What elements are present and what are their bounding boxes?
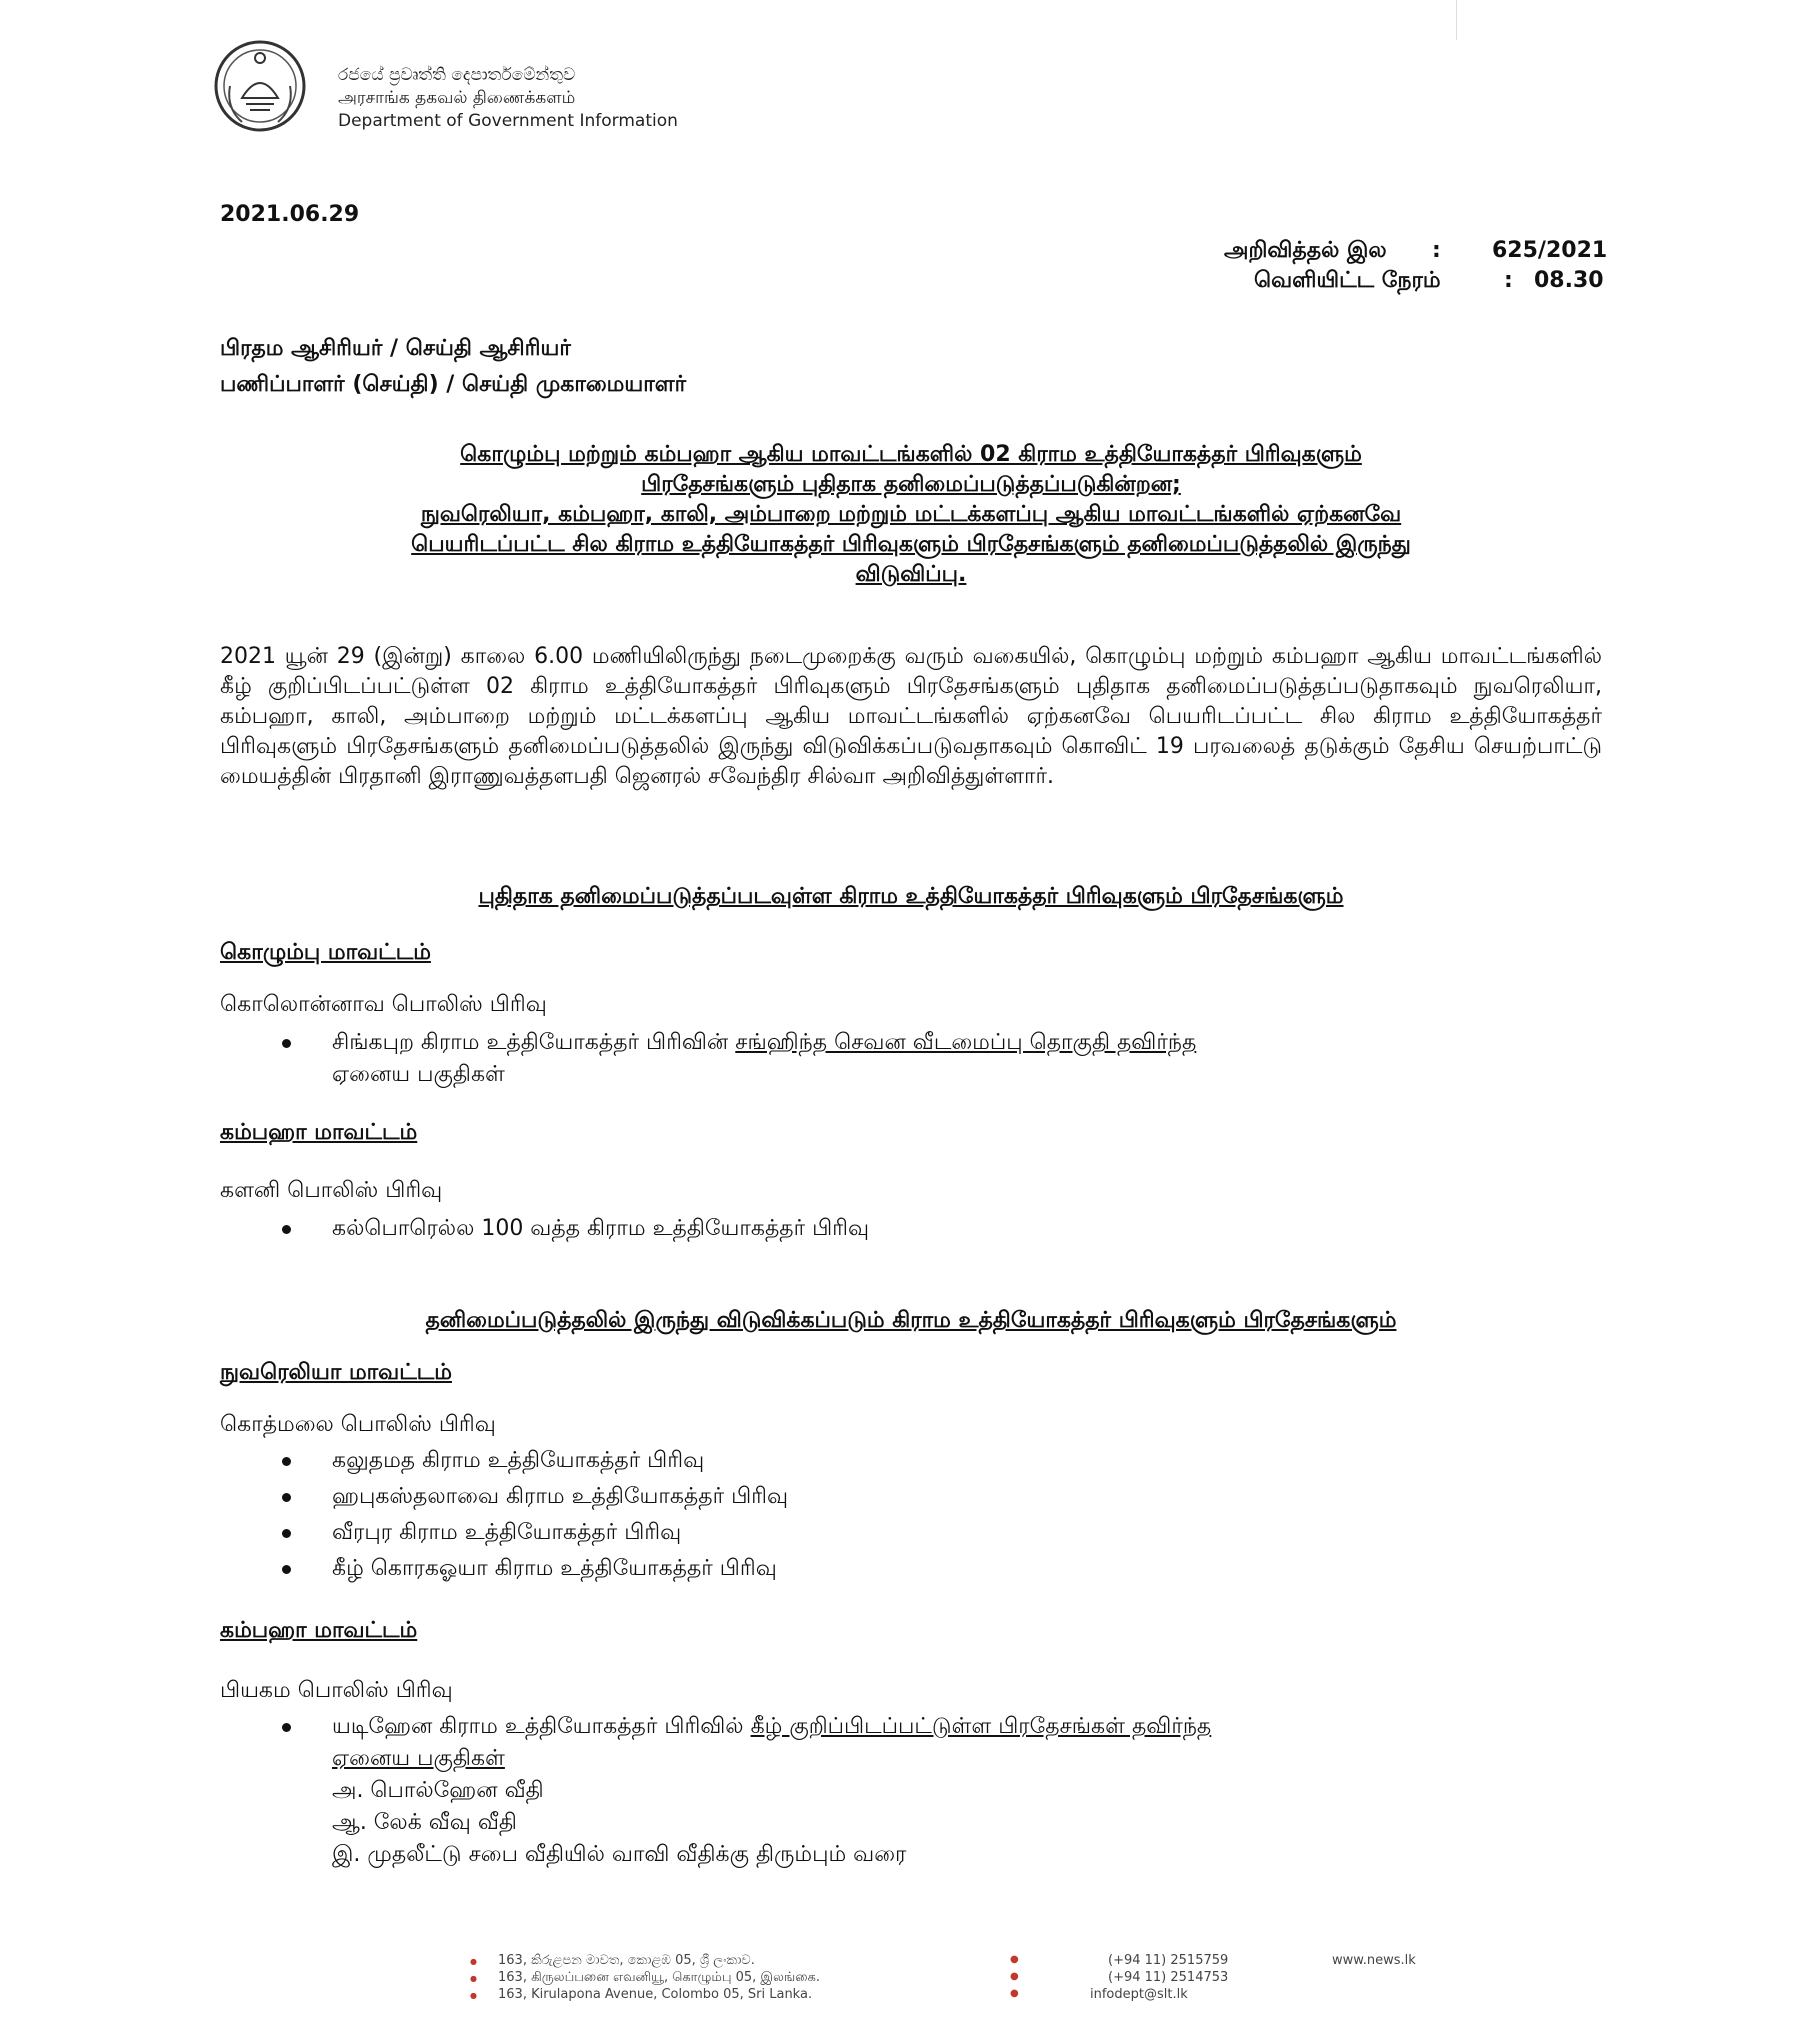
sri-lanka-emblem-icon (212, 38, 308, 134)
district-gampaha-new: கம்பஹா மாவட்டம் (220, 1120, 418, 1145)
list-item-continuation: ஏனைய பகுதிகள் (332, 1062, 505, 1087)
list-item-text (332, 1028, 1196, 1058)
email-icon: ● (1010, 1988, 1019, 1999)
release-number-value: 625/2021 (1492, 238, 1608, 263)
bullet-icon (282, 1529, 291, 1538)
addressee-line-1: பிரதம ஆசிரியர் / செய்தி ஆசிரியர் (220, 336, 571, 361)
footer-dot-2: ● (470, 1974, 477, 1983)
release-number-label: அறிவித்தல் இல (1224, 238, 1387, 263)
list-item-underlined: கீழ் குறிப்பிடப்பட்டுள்ள பிரதேசங்கள் தவிர்ந்த (750, 1714, 1212, 1739)
district-nuwaraeliya: நுவரெலியா மாவட்டம் (220, 1360, 452, 1385)
district-colombo: கொழும்பு மாவட்டம் (220, 940, 431, 965)
headline-line-2: பிரதேசங்களும் புதிதாக தனிமைப்படுத்தப்படுகின்றன; (641, 472, 1181, 497)
fax-icon: ● (1010, 1971, 1019, 1982)
footer-address-sinhala: 163, කිරුළපන මාවත, කොළඹ 05, ශ්‍රී ලංකාව. (498, 1953, 755, 1968)
section-released-heading-wrap (220, 1306, 1602, 1336)
dept-name-tamil: அரசாங்க தகவல் திணைக்களம் (338, 88, 576, 108)
footer-phone-1: (+94 11) 2515759 (1108, 1953, 1229, 1968)
release-time-sep: : (1504, 268, 1513, 293)
section-new-heading-wrap (220, 882, 1602, 912)
footer (470, 1952, 1450, 2018)
headline-line-4: பெயரிடப்பட்ட சில கிராம உத்தியோகத்தர் பிரிவுகளும் பிரதேசங்களும் தனிமைப்படுத்தலில் இருந்து (411, 532, 1411, 557)
list-item-text (332, 1712, 1211, 1742)
release-time-label: வெளியிட்ட நேரம் (1254, 268, 1441, 293)
headline-line-3: நுவரெலியா, கம்பஹா, காலி, அம்பாறை மற்றும் மட்டக்களப்பு ஆகிய மாவட்டங்களில் ஏற்கனவே (420, 502, 1402, 527)
footer-phone-2: (+94 11) 2514753 (1108, 1970, 1229, 1985)
footer-address-english: 163, Kirulapona Avenue, Colombo 05, Sri Lanka. (498, 1987, 813, 2002)
dept-name-english: Department of Government Information (338, 111, 678, 131)
section-new-heading: புதிதாக தனிமைப்படுத்தப்படவுள்ள கிராம உத்தியோகத்தர் பிரிவுகளும் பிரதேசங்களும் (478, 884, 1344, 909)
list-item-text: வீரபுர கிராம உத்தியோகத்தர் பிரிவு (332, 1520, 682, 1545)
list-item-prefix: யடிஹேன கிராம உத்தியோகத்தர் பிரிவில் (332, 1714, 751, 1739)
list-item-prefix: சிங்கபுற கிராம உத்தியோகத்தர் பிரிவின் (332, 1030, 736, 1055)
district-gampaha-released: கம்பஹா மாவட்டம் (220, 1618, 418, 1643)
sub-item-a: அ. பொல்ஹேன வீதி (332, 1778, 544, 1803)
release-number-sep: : (1432, 238, 1441, 263)
phone-icon: ● (1010, 1954, 1019, 1965)
list-item-continuation: ஏனைய பகுதிகள் (332, 1746, 505, 1771)
footer-website[interactable]: www.news.lk (1332, 1953, 1416, 1968)
bullet-icon (282, 1723, 291, 1732)
release-time-value: 08.30 (1534, 268, 1604, 293)
bullet-icon (282, 1457, 291, 1466)
bullet-icon (282, 1565, 291, 1574)
footer-dot-1: ● (470, 1957, 477, 1966)
list-item-underlined: சங்ஹிந்த செவன வீடமைப்பு தொகுதி தவிர்ந்த (735, 1030, 1197, 1055)
police-kotmale: கொத்மலை பொலிஸ் பிரிவு (220, 1412, 496, 1437)
addressee-line-2: பணிப்பாளர் (செய்தி) / செய்தி முகாமையாளர் (220, 372, 687, 397)
bullet-icon (282, 1225, 291, 1234)
list-item-text: கலுதமத கிராம உத்தியோகத்தர் பிரிவு (332, 1448, 705, 1473)
footer-address-tamil: 163, கிருலப்பனை எவனியூ, கொழும்பு 05, இலங்கை. (498, 1970, 821, 1985)
headline-block (220, 440, 1602, 590)
sub-item-b: ஆ. லேக் வீவு வீதி (332, 1810, 517, 1835)
police-kolonnawa: கொலொன்னாவ பொலிஸ் பிரிவு (220, 992, 547, 1017)
footer-email: infodept@slt.lk (1090, 1987, 1188, 2002)
bullet-icon (282, 1493, 291, 1502)
headline-line-1: கொழும்பு மற்றும் கம்பஹா ஆகிய மாவட்டங்களில் 02 கிராம உத்தியோகத்தர் பிரிவுகளும் (460, 442, 1362, 467)
section-released-heading: தனிமைப்படுத்தலில் இருந்து விடுவிக்கப்படும் கிராம உத்தியோகத்தர் பிரிவுகளும் பிரதேசங்களும் (425, 1308, 1397, 1333)
police-biyagama: பியகம பொலிஸ் பிரிவு (220, 1678, 453, 1703)
police-kelaniya: களனி பொலிஸ் பிரிவு (220, 1178, 443, 1203)
list-item-text: ஹபுகஸ்தலாவை கிராம உத்தியோகத்தர் பிரிவு (332, 1484, 789, 1509)
bullet-icon (282, 1039, 291, 1048)
dept-name-sinhala: රජයේ ප්‍රවෘත්ති දෙපාර්තමේන්තුව (338, 65, 576, 85)
list-item-text: கல்பொரெல்ல 100 வத்த கிராம உத்தியோகத்தர் பிரிவு (332, 1216, 870, 1241)
body-paragraph: 2021 யூன் 29 (இன்று) காலை 6.00 மணியிலிருந்து நடைமுறைக்கு வரும் வகையில், கொழும்பு மற்றும் கம்பஹா ஆகிய மாவட்டங்களில் கீழ் குறிப்பிடப்பட்டுள்ள 02 கிராம உத்தியோகத்தர் பிரிவுகளும் பிரதேசங்களும் புதிதாக தனிமைப்படுத்தப்படுதாகவும் நுவரெலியா, கம்பஹா, காலி, அம்பாறை மற்றும் மட்டக்களப்பு ஆகிய மாவட்டங்களில் ஏற்கனவே பெயரிடப்பட்ட சில கிராம உத்தியோகத்தர் பிரிவுகளும் பிரதேசங்களும் தனிமைப்படுத்தலில் இருந்து விடுவிக்கப்படுவதாகவும் கொவிட் 19 பரவலைத் தடுக்கும் தேசிய செயற்பாட்டு மையத்தின் பிரதானி இராணுவத்தளபதி ஜெனரல் சவேந்திர சில்வா அறிவித்துள்ளார். (220, 644, 1602, 789)
sub-item-c: இ. முதலீட்டு சபை வீதியில் வாவி வீதிக்கு திரும்பும் வரை (332, 1842, 907, 1867)
list-item-text: கீழ் கொரகஓயா கிராம உத்தியோகத்தர் பிரிவு (332, 1556, 777, 1581)
page-edge-line (1456, 0, 1457, 40)
headline-line-5: விடுவிப்பு. (855, 562, 967, 587)
release-date: 2021.06.29 (220, 202, 360, 227)
footer-dot-3: ● (470, 1991, 477, 2000)
